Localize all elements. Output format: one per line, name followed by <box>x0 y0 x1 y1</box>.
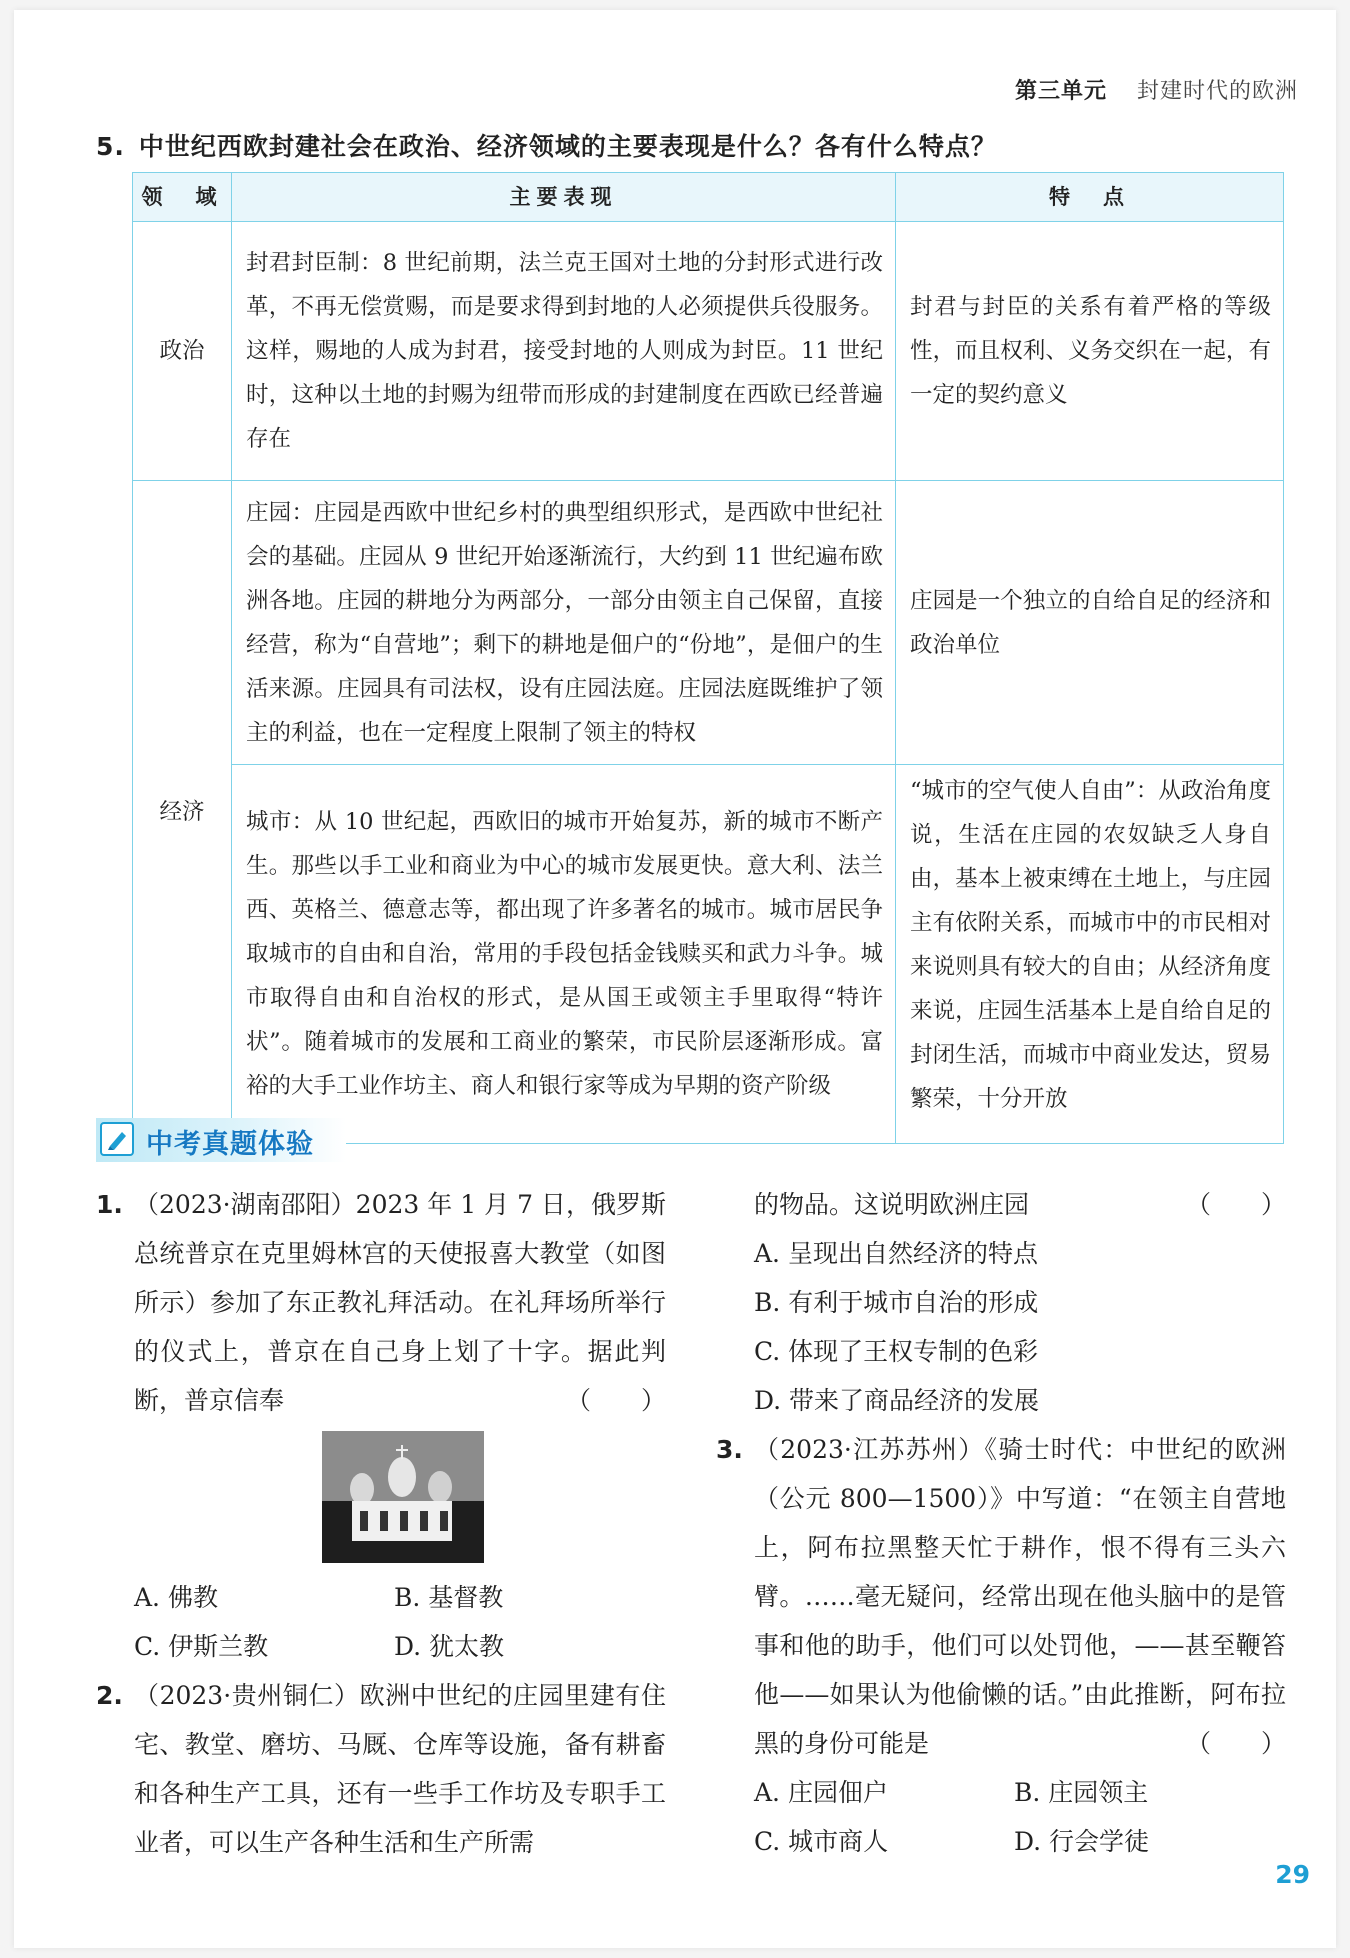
question-5 <box>96 127 997 163</box>
option-b[interactable]: B. 基督教 <box>394 1583 504 1612</box>
option-c[interactable]: C. 体现了王权专制的色彩 <box>754 1337 1039 1366</box>
politics-feature: 封君与封臣的关系有着严格的等级性，而且权利、义务交织在一起，有一定的契约意义 <box>896 222 1284 481</box>
manor-expression: 庄园：庄园是西欧中世纪乡村的典型组织形式，是西欧中世纪社会的基础。庄园从 9 世纪开始逐渐流行，大约到 11 世纪遍布欧洲各地。庄园的耕地分为两部分，一部分由领主自己保留，直接经营，称为“自营地”；剩下的耕地是佃户的“份地”，是佃户的生活来源。庄园具有司法权，设有庄园法庭。庄园法庭既维护了领主的利益，也在一定程度上限制了领主的特权 <box>232 481 896 765</box>
unit-title: 封建时代的欧洲 <box>1136 79 1298 104</box>
answer-paren[interactable]: （ ） <box>565 1386 666 1415</box>
pen-icon <box>100 1122 134 1156</box>
question-text: （2023·湖南邵阳）2023 年 1 月 7 日，俄罗斯总统普京在克里姆林宫的天使报喜大教堂（如图所示）参加了东正教礼拜活动。在礼拜场所举行的仪式上，普京在自己身上划了十字。据此判断，普京信奉 <box>134 1190 666 1415</box>
city-feature: “城市的空气使人自由”：从政治角度说，生活在庄园的农奴缺乏人身自由，基本上被束缚在土地上，与庄园主有依附关系，而城市中的市民相对来说则具有较大的自由；从经济角度来说，庄园生活基本上是自给自足的封闭生活，而城市中商业发达，贸易繁荣，十分开放 <box>896 765 1284 1144</box>
left-column <box>96 1180 666 1867</box>
question-2-continued <box>716 1180 1286 1425</box>
table-row <box>133 222 1284 481</box>
question-number: 5. <box>96 132 125 161</box>
question-1 <box>96 1180 666 1671</box>
question-text: （2023·江苏苏州）《骑士时代：中世纪的欧洲（公元 800—1500）》中写道：“在领主自营地上，阿布拉黑整天忙于耕作，恨不得有三头六臂。……毫无疑问，经常出现在他头脑中的是管事和他的助手，他们可以处罚他，——甚至鞭笞他——如果认为他偷懒的话。”由此推断，阿布拉黑的身份可能是 <box>754 1435 1286 1758</box>
answer-paren[interactable]: （ ） <box>1185 1729 1286 1758</box>
answer-paren[interactable]: （ ） <box>1185 1190 1286 1219</box>
cathedral-photo <box>322 1431 484 1563</box>
question-text: （2023·贵州铜仁）欧洲中世纪的庄园里建有住宅、教堂、磨坊、马厩、仓库等设施，备有耕畜和各种生产工具，还有一些手工作坊及专职手工业者，可以生产各种生活和生产所需 <box>134 1681 666 1857</box>
section-title: 中考真题体验 <box>146 1129 314 1160</box>
option-d[interactable]: D. 带来了商品经济的发展 <box>754 1386 1040 1415</box>
option-c[interactable]: C. 城市商人 <box>754 1827 889 1856</box>
question-number: 2. <box>96 1681 123 1710</box>
question-number: 3. <box>716 1435 743 1464</box>
table-row <box>133 481 1284 765</box>
question-2 <box>96 1671 666 1867</box>
question-text-continued: 的物品。这说明欧洲庄园 <box>754 1190 1030 1219</box>
option-a[interactable]: A. 佛教 <box>134 1583 218 1612</box>
option-b[interactable]: B. 有利于城市自治的形成 <box>754 1288 1039 1317</box>
politics-expression: 封君封臣制：8 世纪前期，法兰克王国对土地的分封形式进行改革，不再无偿赏赐，而是要求得到封地的人必须提供兵役服务。这样，赐地的人成为封君，接受封地的人则成为封臣。11 世纪时，这种以土地的封赐为纽带而形成的封建制度在西欧已经普遍存在 <box>232 222 896 481</box>
summary-table <box>132 172 1284 1144</box>
option-d[interactable]: D. 犹太教 <box>394 1632 505 1661</box>
option-c[interactable]: C. 伊斯兰教 <box>134 1632 269 1661</box>
manor-feature: 庄园是一个独立的自给自足的经济和政治单位 <box>896 481 1284 765</box>
option-a[interactable]: A. 呈现出自然经济的特点 <box>754 1239 1038 1268</box>
page-number: 29 <box>1275 1860 1310 1889</box>
header-feature: 特 点 <box>896 173 1284 222</box>
option-a[interactable]: A. 庄园佃户 <box>754 1778 888 1807</box>
option-b[interactable]: B. 庄园领主 <box>1014 1778 1149 1807</box>
header-expression: 主要表现 <box>232 173 896 222</box>
unit-label: 第三单元 <box>1014 79 1107 104</box>
question-3 <box>716 1425 1286 1866</box>
header-field: 领 域 <box>133 173 232 222</box>
field-politics: 政治 <box>133 222 232 481</box>
field-economy: 经济 <box>133 481 232 1144</box>
right-column <box>716 1180 1286 1866</box>
city-expression: 城市：从 10 世纪起，西欧旧的城市开始复苏，新的城市不断产生。那些以手工业和商业为中心的城市发展更快。意大利、法兰西、英格兰、德意志等，都出现了许多著名的城市。城市居民争取城市的自由和自治，常用的手段包括金钱赎买和武力斗争。城市取得自由和自治权的形式，是从国王或领主手里取得“特许状”。随着城市的发展和工商业的繁荣，市民阶层逐渐形成。富裕的大手工业作坊主、商人和银行家等成为早期的资产阶级 <box>232 765 896 1144</box>
question-number: 1. <box>96 1190 123 1219</box>
question-text: 中世纪西欧封建社会在政治、经济领域的主要表现是什么？各有什么特点？ <box>138 132 997 161</box>
option-d[interactable]: D. 行会学徒 <box>1014 1827 1150 1856</box>
page-header <box>1015 74 1298 105</box>
table-row <box>133 765 1284 1144</box>
table-header-row <box>133 173 1284 222</box>
